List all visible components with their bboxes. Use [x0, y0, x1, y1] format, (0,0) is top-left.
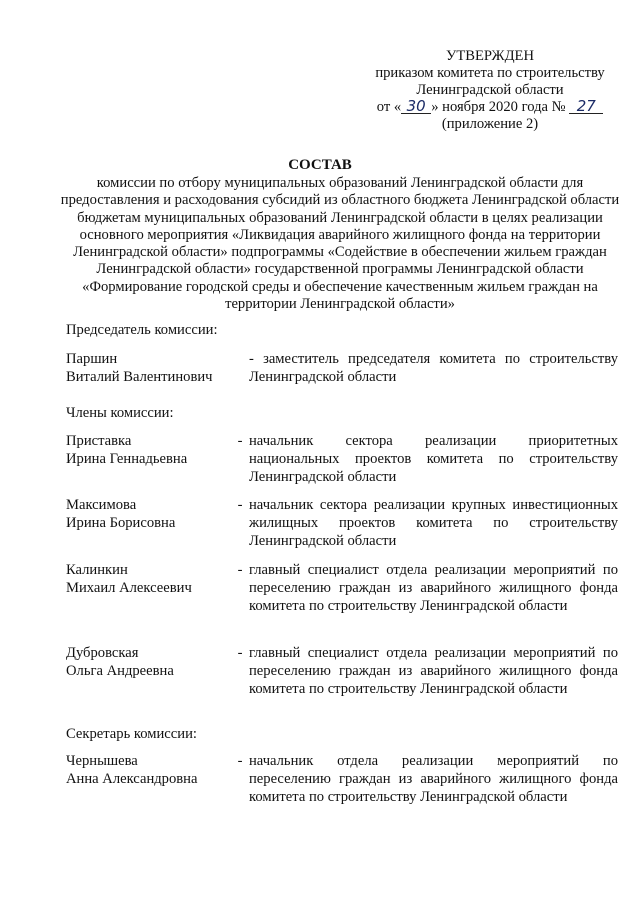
member-surname: Максимова: [66, 497, 137, 513]
member-given-name: Ольга Андреевна: [66, 663, 174, 679]
chair-entry: [66, 350, 618, 386]
handwritten-day: 30: [401, 99, 431, 114]
approval-appendix: (приложение 2): [441, 116, 539, 132]
document-subtitle: комиссии по отбору муниципальных образований Ленинградской области для предоставления и расходования субсидий из областного бюджета Ленинградской области бюджетам муниципальных образований Ленинградской области в целях реализации основного мероприятия «Ликвидация аварийного жилищного фонда на территории Ленинградской области» подпрограммы «Содействие в обеспечении жильем граждан Ленинградской области» государственной программы Ленинградской области «Формирование городской среды и обеспечение качественным жильем граждан на территории Ленинградской области»: [60, 175, 620, 313]
member-surname: Паршин: [66, 351, 118, 367]
member-surname: Чернышева: [66, 753, 138, 769]
member-role: главный специалист отдела реализации мероприятий по переселению граждан из аварийного жилищного фонда комитета по строительству Ленинградской области: [249, 562, 618, 614]
members-label: Члены комиссии:: [66, 405, 174, 421]
member-name: [66, 644, 231, 698]
member-given-name: Михаил Алексеевич: [66, 580, 192, 596]
secretary-label: Секретарь комиссии:: [66, 726, 197, 742]
member-dash: -: [237, 433, 243, 449]
member-role: начальник сектора реализации крупных инвестиционных жилищных проектов комитета по строительству Ленинградской области: [249, 497, 618, 549]
member-role: начальник отдела реализации мероприятий по переселению граждан из аварийного жилищного фонда комитета по строительству Ленинградской области: [249, 753, 618, 805]
member-name: [66, 496, 231, 550]
approval-stamp: [350, 48, 630, 133]
member-entry-3: [66, 561, 618, 615]
date-suffix: » ноября 2020 года №: [431, 99, 566, 115]
secretary-entry: [66, 752, 618, 806]
date-prefix: от «: [376, 99, 402, 115]
member-given-name: Ирина Геннадьевна: [66, 451, 188, 467]
member-entry-4: [66, 644, 618, 698]
member-name: [66, 432, 231, 486]
member-dash: -: [237, 753, 243, 769]
approval-line-order: приказом комитета по строительству: [375, 65, 605, 81]
member-name: [66, 350, 231, 386]
member-name: [66, 561, 231, 615]
member-role: начальник сектора реализации приоритетных национальных проектов комитета по строительству Ленинградской области: [249, 433, 618, 485]
approval-heading: УТВЕРЖДЕН: [446, 48, 534, 64]
member-role: - заместитель председателя комитета по строительству Ленинградской области: [249, 351, 618, 385]
member-surname: Дубровская: [66, 645, 139, 661]
member-given-name: Ирина Борисовна: [66, 515, 176, 531]
member-role: главный специалист отдела реализации мероприятий по переселению граждан из аварийного жилищного фонда комитета по строительству Ленинградской области: [249, 645, 618, 697]
member-given-name: Анна Александровна: [66, 771, 198, 787]
member-surname: Калинкин: [66, 562, 128, 578]
chair-label: Председатель комиссии:: [66, 322, 218, 338]
member-given-name: Виталий Валентинович: [66, 369, 213, 385]
member-entry-2: [66, 496, 618, 550]
member-name: [66, 752, 231, 806]
handwritten-order-number: 27: [569, 99, 603, 114]
member-surname: Приставка: [66, 433, 132, 449]
approval-date-line: [350, 99, 630, 116]
approval-line-region: Ленинградской области: [416, 82, 564, 98]
member-dash: -: [237, 562, 243, 578]
document-title: СОСТАВ: [288, 157, 352, 173]
member-dash: -: [237, 645, 243, 661]
member-dash: -: [237, 497, 243, 513]
member-entry-1: [66, 432, 618, 486]
